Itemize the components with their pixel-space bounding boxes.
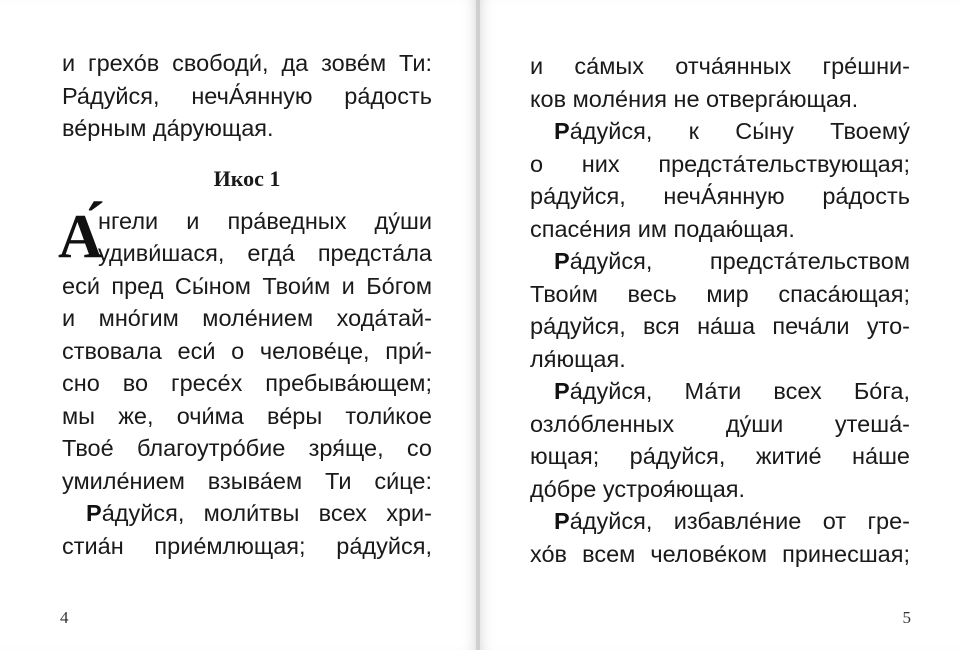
text-line-rest: а́дуйся, к Сы́ну Твоему́ [569,118,910,144]
text-line-rest: а́дуйся, моли́твы всех хри- [101,500,432,526]
section-heading: Икос 1 [213,165,281,191]
right-page [480,0,961,650]
right-page-text [530,50,910,570]
text-line: ющая; ра́дуйся, житие́ на́ше [530,443,910,469]
paragraph-initial: Р [554,508,570,534]
text-line: и грехо́в свободи́, да зове́м Ти: [62,50,432,76]
text-line [62,497,432,530]
text-line: спасе́ния им подаю́щая. [530,215,795,242]
text-line: Твое́ благоутро́бие зря́ще, со [62,435,432,461]
text-line: ствовала еси́ о челове́це, при́- [62,337,432,364]
text-line: сно во гресе́х пребыва́ющем; [62,370,432,396]
text-line: умиле́нием взыва́ем Ти си́це: [62,467,432,494]
text-line [530,115,910,148]
left-page-text [58,47,432,562]
text-line [530,375,910,408]
text-line-rest: а́дуйся, предста́тельством [569,248,910,274]
left-page [0,0,476,650]
text-line-rest: а́дуйся, Ма́ти всех Бо́га, [569,378,910,404]
text-line: Твои́м весь мир спаса́ющая; [530,280,910,307]
text-line: озло́бленных ду́ши утеша́- [530,410,910,437]
text-line: Ра́дуйся, нечА́янную ра́дость [62,82,432,109]
text-line-rest: а́дуйся, избавле́ние от гре- [569,508,910,534]
text-line: до́бре устроя́ющая. [530,475,746,502]
text-line: ра́дуйся, нечА́янную ра́дость [530,183,910,209]
text-line: стиа́н прие́млющая; ра́дуйся, [62,532,432,559]
text-line: ра́дуйся, вся на́ша печа́ли уто- [530,313,910,339]
text-line: о них предста́тельствующая; [530,150,910,177]
paragraph-initial: Р [86,500,102,526]
drop-cap: А́ [58,202,103,271]
text-line: мы же, очи́ма ве́ры толи́кое [62,402,432,429]
paragraph-initial: Р [554,378,570,404]
paragraph-initial: Р [554,118,570,144]
ikos-paragraph [58,202,432,498]
text-line: еси́ пред Сы́ном Твои́м и Бо́гом [62,272,432,299]
text-line: удиви́шася, егда́ предста́ла [98,240,432,266]
text-line [530,245,910,278]
text-line: ля́ющая. [530,345,626,372]
page-number: 4 [60,608,69,627]
page-number: 5 [902,608,911,627]
paragraph-initial: Р [554,248,570,274]
text-line: и са́мых отча́янных гре́шни- [530,53,910,79]
text-line: нгели и пра́ведных ду́ши [98,207,432,234]
text-line: ков моле́ния не отверга́ющая. [530,85,859,112]
text-line: ве́рным да́рующая. [62,115,274,141]
text-line: хо́в всем челове́ком принесшая; [530,540,910,567]
text-line: и мно́гим моле́нием хода́тай- [62,305,432,331]
text-line [530,505,910,538]
